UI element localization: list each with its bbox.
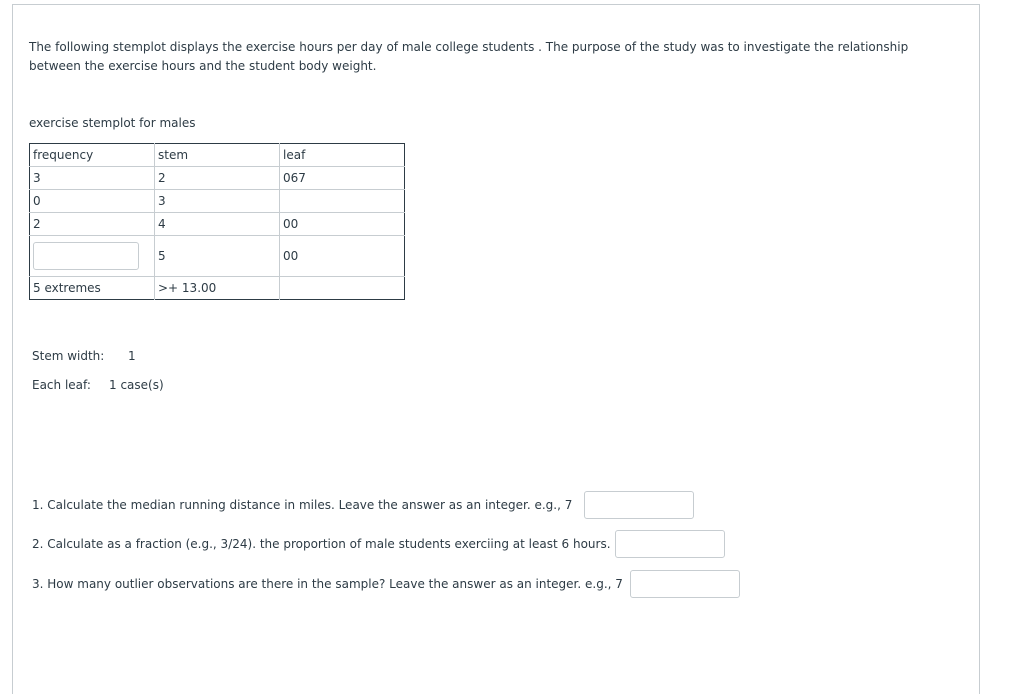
cell-stem: 3 xyxy=(155,190,280,213)
question-2-text: 2. Calculate as a fraction (e.g., 3/24). the proportion of male students exerciing at least 6 hours. xyxy=(32,537,611,551)
cell-stem: >+ 13.00 xyxy=(155,277,280,300)
stem-width-value: 1 xyxy=(128,349,136,363)
cell-leaf: 00 xyxy=(280,213,405,236)
question-1-answer-input[interactable] xyxy=(584,491,694,519)
each-leaf-value: 1 case(s) xyxy=(109,378,164,392)
cell-frequency: 5 extremes xyxy=(30,277,155,300)
header-stem: stem xyxy=(155,144,280,167)
stemplot-table xyxy=(29,143,405,300)
cell-leaf xyxy=(280,277,405,300)
cell-stem: 5 xyxy=(155,236,280,277)
table-header-row xyxy=(30,144,405,167)
frequency-answer-input[interactable] xyxy=(33,242,139,270)
question-3 xyxy=(32,570,740,598)
question-2-answer-input[interactable] xyxy=(615,530,725,558)
cell-leaf: 00 xyxy=(280,236,405,277)
question-3-answer-input[interactable] xyxy=(630,570,740,598)
cell-stem: 4 xyxy=(155,213,280,236)
cell-frequency: 3 xyxy=(30,167,155,190)
table-row xyxy=(30,277,405,300)
cell-frequency: 2 xyxy=(30,213,155,236)
table-row xyxy=(30,236,405,277)
cell-leaf xyxy=(280,190,405,213)
question-1-text: 1. Calculate the median running distance in miles. Leave the answer as an integer. e.g., 7 xyxy=(32,498,573,512)
cell-stem: 2 xyxy=(155,167,280,190)
each-leaf-label: Each leaf: xyxy=(32,378,91,392)
question-3-text: 3. How many outlier observations are there in the sample? Leave the answer as an integer. e.g., 7 xyxy=(32,577,623,591)
header-leaf: leaf xyxy=(280,144,405,167)
cell-frequency: 0 xyxy=(30,190,155,213)
intro-paragraph: The following stemplot displays the exercise hours per day of male college students . The purpose of the study was to investigate the relationship between the exercise hours and the student body weight. xyxy=(29,40,909,73)
cell-frequency xyxy=(30,236,155,277)
table-caption: exercise stemplot for males xyxy=(29,116,196,130)
table-row xyxy=(30,167,405,190)
table-row xyxy=(30,213,405,236)
stem-width-label: Stem width: xyxy=(32,349,105,363)
question-2 xyxy=(32,530,725,558)
table-row xyxy=(30,190,405,213)
cell-leaf: 067 xyxy=(280,167,405,190)
question-1 xyxy=(32,491,694,519)
header-frequency: frequency xyxy=(30,144,155,167)
